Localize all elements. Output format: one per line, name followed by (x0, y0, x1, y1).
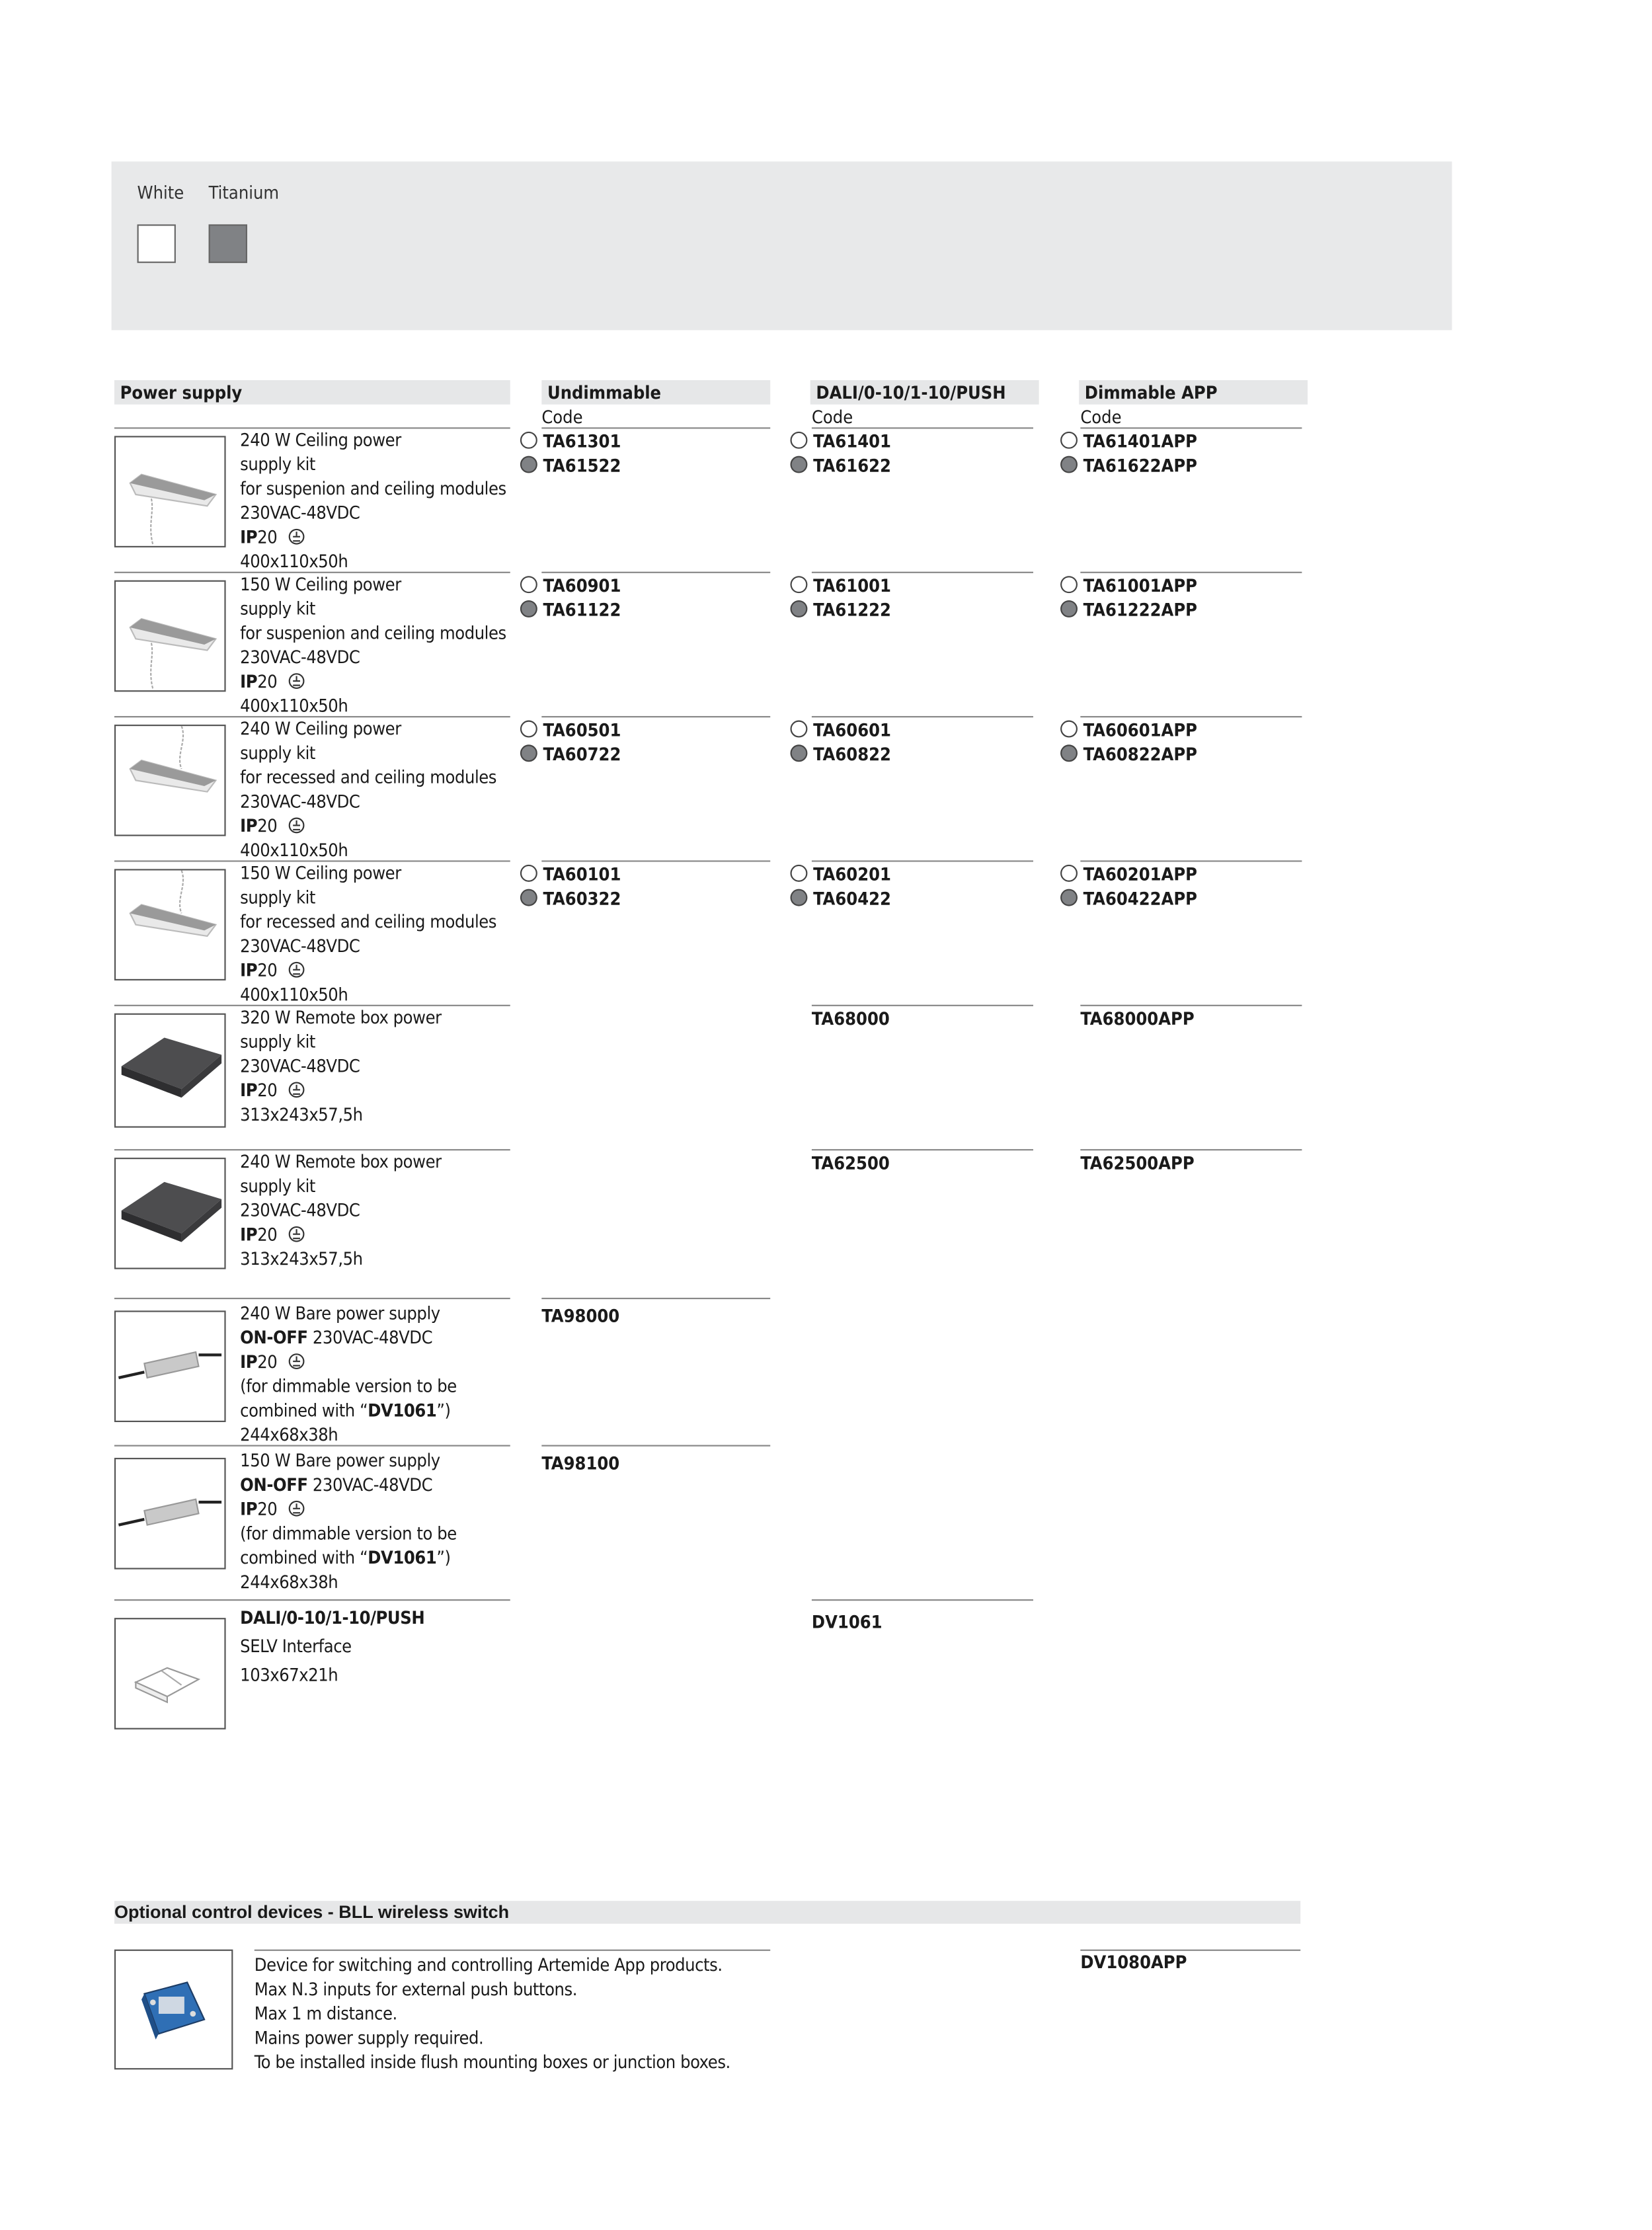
product-description (240, 1449, 457, 1594)
description-text: IP (240, 814, 258, 836)
description-text: IP (240, 525, 258, 547)
description-text: ON-OFF (240, 1473, 308, 1495)
description-line (240, 1055, 442, 1079)
ceiling-power-supply-suspension-image (114, 436, 226, 547)
product-description (240, 1302, 457, 1447)
description-text: 313x243x57,5h (240, 1103, 363, 1125)
description-line (240, 1030, 442, 1055)
product-code-text: TA60201APP (1083, 863, 1197, 885)
finish-titanium-indicator (1060, 744, 1078, 762)
finish-titanium-indicator (790, 456, 807, 473)
description-text: ON-OFF (240, 1326, 308, 1348)
description-text: combined with “ (240, 1398, 368, 1421)
earth-ground-icon (289, 1226, 305, 1242)
product-code-text: TA61622 (813, 454, 891, 476)
product-code (1080, 1150, 1194, 1175)
finish-white-indicator (790, 432, 807, 449)
description-text: supply kit (240, 1030, 316, 1052)
product-code (790, 573, 890, 598)
description-text: 230VAC-48VDC (307, 1326, 433, 1348)
description-line (240, 1399, 457, 1423)
product-code-text: TA61001 (813, 575, 891, 596)
description-line (240, 959, 496, 983)
finish-titanium-indicator (1060, 456, 1078, 473)
finish-white-indicator (1060, 865, 1078, 882)
product-code-text: TA61222APP (1083, 598, 1197, 621)
product-code (790, 886, 890, 910)
finish-titanium-indicator (1060, 889, 1078, 906)
description-line (240, 934, 496, 959)
code-label: Code (811, 405, 853, 428)
description-text: 20 (257, 1497, 278, 1519)
earth-ground-icon (289, 817, 305, 833)
description-text: DV1061 (368, 1546, 437, 1568)
finish-titanium-indicator (520, 600, 537, 617)
description-text: 230VAC-48VDC (240, 1055, 360, 1076)
finish-titanium-indicator (520, 744, 537, 762)
product-code (1060, 862, 1197, 887)
earth-ground-icon (289, 1500, 305, 1516)
description-line (240, 1006, 442, 1031)
bare-power-supply-image (114, 1310, 226, 1422)
description-line (240, 1079, 442, 1103)
product-code (1080, 1006, 1194, 1031)
earth-ground-icon (289, 528, 305, 544)
description-text: 400x110x50h (240, 982, 348, 1004)
description-line (240, 1423, 457, 1447)
ceiling-power-supply-recessed-image (114, 869, 226, 980)
finish-label-white: White (137, 181, 184, 203)
description-line (240, 501, 506, 526)
description-text: 240 W Ceiling power (240, 717, 401, 739)
description-line (240, 1474, 457, 1498)
description-text: supply kit (240, 1174, 316, 1197)
product-code-text: TA68000APP (1080, 1008, 1195, 1029)
description-line (240, 1150, 442, 1175)
finish-titanium-indicator (520, 456, 537, 473)
description-text: IP (240, 1350, 258, 1372)
product-code (520, 598, 621, 622)
divider (255, 1950, 770, 1951)
earth-ground-icon (289, 961, 305, 977)
description-text: 240 W Ceiling power (240, 428, 401, 450)
description-line (240, 1223, 442, 1248)
product-code (1060, 886, 1197, 910)
description-line (240, 1546, 457, 1570)
product-code-text: TA62500 (811, 1152, 890, 1174)
product-code-text: TA60422APP (1083, 887, 1197, 909)
column-header-dali: DALI/0-10/1-10/PUSH (810, 380, 1039, 405)
row-divider (114, 1445, 510, 1447)
product-code (1060, 573, 1197, 598)
description-text: 230VAC-48VDC (240, 1199, 360, 1220)
product-code: DV1080APP (1080, 1950, 1187, 1973)
description-text: 240 W Remote box power (240, 1150, 442, 1172)
product-code (812, 1150, 890, 1175)
finish-white-indicator (520, 721, 537, 738)
description-text: 20 (257, 525, 278, 547)
description-line (240, 646, 506, 670)
description-line (240, 573, 506, 598)
description-text: 20 (257, 670, 278, 692)
description-text: 400x110x50h (240, 838, 348, 860)
finish-legend (112, 161, 1452, 330)
product-code-text: TA61401APP (1083, 430, 1197, 452)
description-text: 400x110x50h (240, 694, 348, 716)
description-line (240, 1497, 457, 1522)
product-code-text: TA60822 (813, 743, 891, 765)
product-code-text: TA61401 (813, 430, 891, 452)
description-line (240, 742, 496, 766)
description-text: 20 (257, 1350, 278, 1372)
description-text: 20 (257, 1222, 278, 1245)
product-code-text: TA61301 (543, 430, 621, 452)
description-text: 20 (257, 1078, 278, 1100)
product-code (812, 1006, 890, 1031)
description-text: supply kit (240, 597, 316, 619)
finish-white-indicator (1060, 432, 1078, 449)
product-code (790, 862, 890, 887)
description-line (240, 1604, 424, 1632)
optional-description (255, 1954, 730, 2075)
description-line: Mains power supply required. (254, 2026, 484, 2048)
product-code-text: TA61122 (543, 598, 621, 621)
finish-swatch-white (138, 224, 176, 262)
section-title: Power supply (114, 380, 510, 405)
description-text: supply kit (240, 741, 316, 764)
product-code-text: TA60901 (543, 575, 621, 596)
product-code (790, 598, 890, 622)
description-line (240, 790, 496, 815)
product-code (541, 1304, 619, 1328)
description-line (240, 814, 496, 838)
product-code-text: TA60422 (813, 887, 891, 909)
description-line (240, 1326, 457, 1351)
finish-white-indicator (520, 432, 537, 449)
finish-white-indicator (1060, 576, 1078, 593)
product-code (1060, 453, 1197, 477)
description-text: supply kit (240, 453, 316, 475)
finish-white-indicator (790, 865, 807, 882)
column-header-undimmable: Undimmable (541, 380, 770, 405)
description-text: for suspenion and ceiling modules (240, 477, 506, 499)
product-code (790, 453, 890, 477)
product-code-text: TA61622APP (1083, 454, 1197, 476)
product-code (790, 742, 890, 766)
description-line (240, 597, 506, 621)
description-line (240, 862, 496, 887)
description-line (240, 982, 496, 1007)
description-line (240, 1449, 457, 1474)
product-code (520, 573, 621, 598)
description-text: IP (240, 1222, 258, 1245)
description-line (240, 1661, 424, 1689)
finish-white-indicator (790, 721, 807, 738)
product-description (240, 1150, 442, 1271)
product-code-text: TA98000 (541, 1304, 620, 1327)
product-code-text: TA60201 (813, 863, 891, 885)
description-text: 230VAC-48VDC (240, 501, 360, 523)
finish-titanium-indicator (790, 600, 807, 617)
code-label: Code (541, 405, 583, 428)
row-divider (114, 1599, 510, 1601)
description-text: supply kit (240, 886, 316, 908)
description-line (240, 838, 496, 863)
description-line (240, 1522, 457, 1546)
description-text: 320 W Remote box power (240, 1006, 442, 1028)
selv-interface-image (114, 1618, 226, 1730)
product-description (240, 1604, 424, 1690)
finish-swatch-titanium (209, 224, 247, 262)
description-text: for recessed and ceiling modules (240, 910, 497, 932)
product-code-text: TA60501 (543, 719, 621, 740)
product-code (1060, 598, 1197, 622)
product-code-text: TA60722 (543, 743, 621, 765)
description-line (240, 886, 496, 910)
description-text: IP (240, 1078, 258, 1100)
product-code (520, 453, 621, 477)
product-code-text: TA62500APP (1080, 1152, 1195, 1174)
description-line: Device for switching and controlling Artemide App products. (254, 1954, 723, 1975)
description-text: 400x110x50h (240, 549, 348, 571)
product-code-text: TA60322 (543, 887, 621, 909)
description-text: 150 W Bare power supply (240, 1449, 440, 1471)
product-code (520, 717, 621, 742)
code-divider (541, 1298, 770, 1299)
description-line (240, 1302, 457, 1326)
description-text: DV1061 (368, 1398, 437, 1421)
product-code (520, 429, 621, 454)
ceiling-power-supply-suspension-image (114, 580, 226, 692)
earth-ground-icon (289, 1353, 305, 1369)
finish-titanium-indicator (790, 744, 807, 762)
description-line (240, 766, 496, 790)
remote-box-image (114, 1014, 226, 1128)
column-header-app: Dimmable APP (1079, 380, 1308, 405)
description-line (240, 1632, 424, 1661)
product-code (520, 886, 621, 910)
description-text: 244x68x38h (240, 1423, 338, 1445)
description-line: Max 1 m distance. (254, 2002, 397, 2024)
description-line (240, 1350, 457, 1374)
code-divider (541, 1445, 770, 1447)
description-text: 150 W Ceiling power (240, 573, 401, 595)
product-description (240, 862, 496, 1007)
product-description (240, 573, 506, 718)
product-code (790, 717, 890, 742)
finish-titanium-indicator (1060, 600, 1078, 617)
description-line (240, 1199, 442, 1223)
description-line (240, 1103, 442, 1127)
description-text: (for dimmable version to be (240, 1521, 457, 1544)
description-text: IP (240, 1497, 258, 1519)
product-code (812, 1609, 883, 1634)
description-text: ”) (436, 1398, 451, 1421)
finish-white-indicator (520, 865, 537, 882)
product-code (790, 429, 890, 454)
description-text: IP (240, 670, 258, 692)
description-line (240, 526, 506, 550)
product-code-text: TA68000 (811, 1008, 890, 1029)
product-code (541, 1451, 619, 1475)
bll-switch-image (114, 1950, 233, 2070)
description-text: 103x67x21h (240, 1663, 338, 1685)
product-code (520, 862, 621, 887)
product-code (1060, 429, 1197, 454)
finish-white-indicator (1060, 721, 1078, 738)
description-line (240, 670, 506, 694)
description-text: 240 W Bare power supply (240, 1302, 440, 1324)
description-text: 313x243x57,5h (240, 1247, 363, 1269)
description-line (240, 453, 506, 477)
description-line (240, 1570, 457, 1595)
description-text: 230VAC-48VDC (307, 1473, 433, 1495)
earth-ground-icon (289, 672, 305, 688)
product-code-text: TA60822APP (1083, 743, 1197, 765)
product-code-text: TA98100 (541, 1452, 620, 1474)
product-code-text: TA60601 (813, 719, 891, 740)
description-line (240, 1374, 457, 1399)
finish-titanium-indicator (790, 889, 807, 906)
product-code (520, 742, 621, 766)
description-text: 20 (257, 814, 278, 836)
product-description (240, 1006, 442, 1127)
finish-titanium-indicator (520, 889, 537, 906)
description-line (240, 549, 506, 574)
description-text: combined with “ (240, 1546, 368, 1568)
product-code-text: TA61001APP (1083, 575, 1197, 596)
finish-white-indicator (520, 576, 537, 593)
earth-ground-icon (289, 1082, 305, 1097)
finish-white-indicator (790, 576, 807, 593)
description-line (240, 477, 506, 502)
description-line (240, 717, 496, 742)
description-text: for suspenion and ceiling modules (240, 621, 506, 643)
description-text: 230VAC-48VDC (240, 934, 360, 956)
description-text: ”) (436, 1546, 451, 1568)
product-code (1060, 717, 1197, 742)
description-line (240, 1175, 442, 1199)
description-text: 20 (257, 958, 278, 980)
description-line (240, 1247, 442, 1271)
description-line (240, 694, 506, 719)
description-text: (for dimmable version to be (240, 1374, 457, 1396)
description-text: 230VAC-48VDC (240, 645, 360, 667)
code-label: Code (1080, 405, 1122, 428)
description-line (240, 621, 506, 646)
description-line: To be installed inside flush mounting boxes or junction boxes. (254, 2050, 730, 2072)
description-text: 244x68x38h (240, 1570, 338, 1592)
description-text: SELV Interface (240, 1635, 352, 1657)
product-code (1060, 742, 1197, 766)
product-code-text: TA61222 (813, 598, 891, 621)
description-text: 150 W Ceiling power (240, 861, 401, 883)
product-description (240, 717, 496, 862)
product-code-text: TA60601APP (1083, 719, 1197, 740)
bare-power-supply-image (114, 1458, 226, 1570)
product-code-text: TA60101 (543, 863, 621, 885)
product-code-text: TA61522 (543, 454, 621, 476)
remote-box-image (114, 1158, 226, 1269)
description-line (240, 429, 506, 454)
description-text: 230VAC-48VDC (240, 789, 360, 812)
description-line (240, 910, 496, 935)
row-divider (114, 1298, 510, 1299)
ceiling-power-supply-recessed-image (114, 725, 226, 836)
finish-label-titanium: Titanium (208, 181, 280, 203)
description-text: DALI/0-10/1-10/PUSH (240, 1606, 425, 1628)
description-line: Max N.3 inputs for external push buttons. (254, 1977, 578, 2000)
description-text: for recessed and ceiling modules (240, 766, 497, 787)
product-code-text: DV1061 (811, 1611, 883, 1632)
code-divider (812, 1599, 1033, 1601)
description-text: IP (240, 958, 258, 980)
optional-section-title: Optional control devices - BLL wireless switch (114, 1901, 1300, 1924)
product-description (240, 429, 506, 574)
